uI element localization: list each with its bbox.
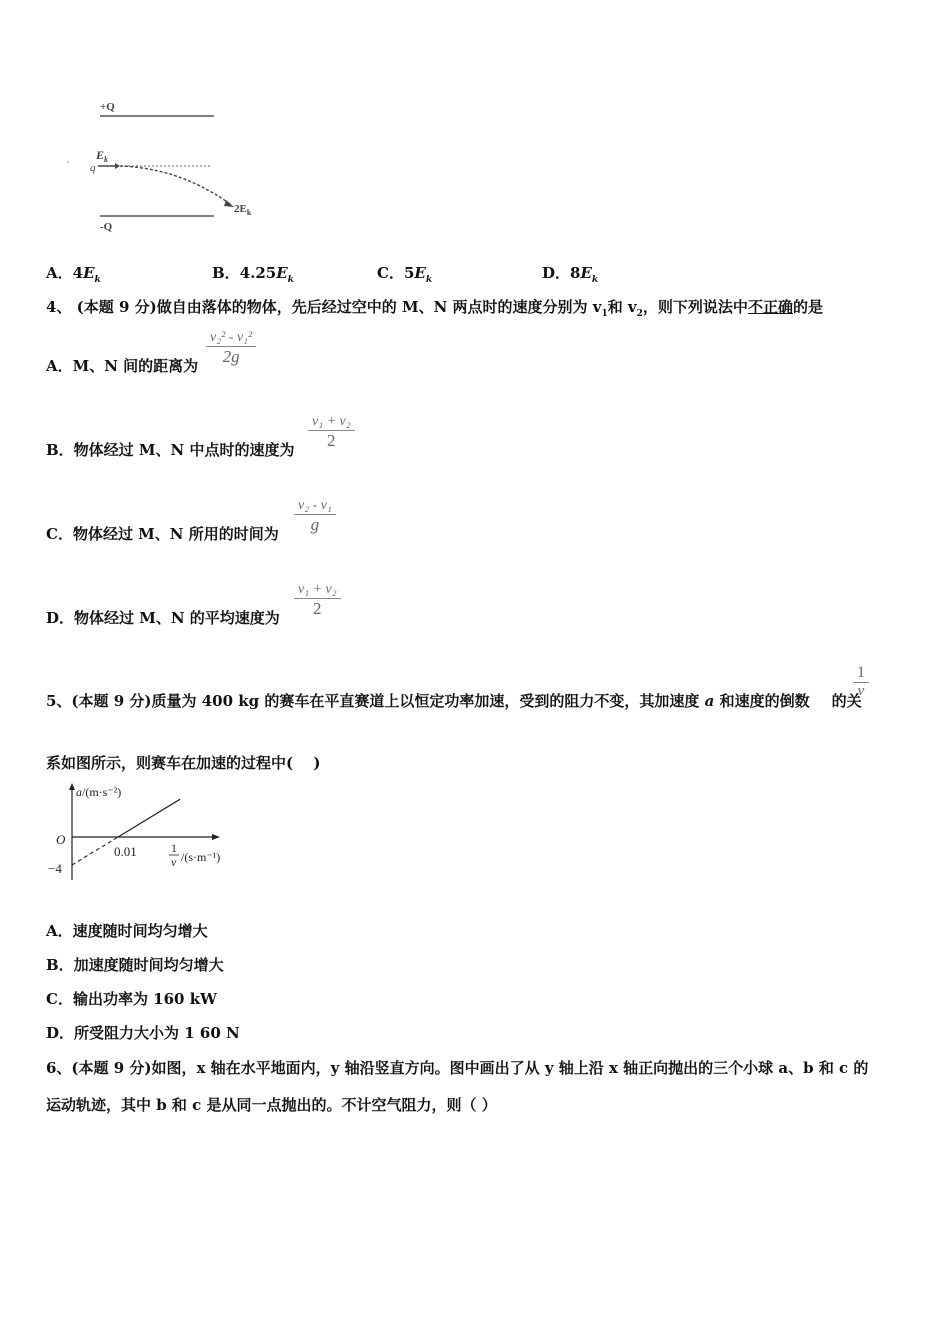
stray-dot (67, 161, 69, 163)
q3-option-a[interactable]: A．$4E_k$ (46, 264, 101, 285)
q4-stem: 4、 (本题 9 分)做自由落体的物体，先后经过空中的 M、N 两点时的速度分别为 $v_1$和 $v_2$，则下列说法中不正确的是 (46, 298, 823, 319)
solid-segment (118, 799, 180, 837)
q6-stem-line2: 运动轨迹，其中 b 和 c 是从同一点抛出的。不计空气阻力，则（ ） (46, 1096, 497, 1114)
incoming-arrowhead (115, 163, 120, 169)
q3-option-b[interactable]: B．$4.25E_k$ (212, 264, 294, 285)
y-intercept-label: −4 (48, 861, 62, 876)
q3-option-c[interactable]: C．$5E_k$ (377, 264, 433, 285)
q5-stem: 5、(本题 9 分)质量为 400 kg 的赛车在平直赛道上以恒定功率加速，受到的阻力不变，其加速度 a 和速度的倒数 的关 (46, 692, 862, 710)
x-axis-label-den: v (171, 855, 177, 869)
end-energy-label: $2E_k$ (234, 203, 252, 217)
q-label: q (90, 162, 96, 174)
q4-option-d-fraction: v₁ + v₂ 2 (294, 582, 341, 619)
x-axis-label-num: 1 (171, 841, 177, 855)
q5-graph (44, 782, 254, 886)
capacitor-figure (60, 92, 270, 237)
q4-option-b-fraction: v₁ + v₂ 2 (308, 414, 355, 451)
q4-option-c[interactable]: C．物体经过 M、N 所用的时间为 (46, 525, 279, 543)
x-intercept-label: 0.01 (114, 844, 137, 859)
q4-option-a[interactable]: A．M、N 间的距离为 (46, 357, 199, 375)
q6-stem-line1: 6、(本题 9 分)如图，x 轴在水平地面内，y 轴沿竖直方向。图中画出了从 y 轴上沿 x 轴正向抛出的三个小球 a、b 和 c 的 (46, 1059, 869, 1077)
q4-option-b[interactable]: B．物体经过 M、N 中点时的速度为 (46, 441, 295, 459)
q4-option-d[interactable]: D．物体经过 M、N 的平均速度为 (46, 609, 280, 627)
ek-label: $E_k$ (96, 148, 109, 164)
q4-option-a-fraction: v₂² - v₁² 2g (206, 330, 256, 367)
q5-inverse-v-fraction: $\frac{1}{v}$ (853, 664, 869, 700)
q5-option-b[interactable]: B．加速度随时间均匀增大 (46, 956, 224, 974)
origin-label: O (56, 832, 66, 847)
q3-option-d[interactable]: D．$8E_k$ (542, 264, 599, 285)
x-axis-label-unit: /(s·m⁻¹) (181, 850, 221, 864)
y-axis-label: a/(m·s⁻²) (76, 785, 122, 799)
deflection-path (120, 166, 230, 204)
dashed-segment (72, 837, 118, 865)
q4-option-c-fraction: v₂ - v₁ g (294, 498, 336, 535)
q5-stem-line2: 系如图所示，则赛车在加速的过程中( ) (46, 754, 321, 772)
minus-q-label: -Q (100, 221, 113, 233)
y-axis-arrowhead (69, 783, 75, 790)
q5-option-d[interactable]: D．所受阻力大小为 1 60 N (46, 1024, 240, 1042)
x-axis-arrowhead (212, 834, 220, 840)
q5-option-a[interactable]: A．速度随时间均匀增大 (46, 922, 208, 940)
q5-option-c[interactable]: C．输出功率为 160 kW (46, 990, 217, 1008)
plus-q-label: +Q (100, 101, 115, 113)
